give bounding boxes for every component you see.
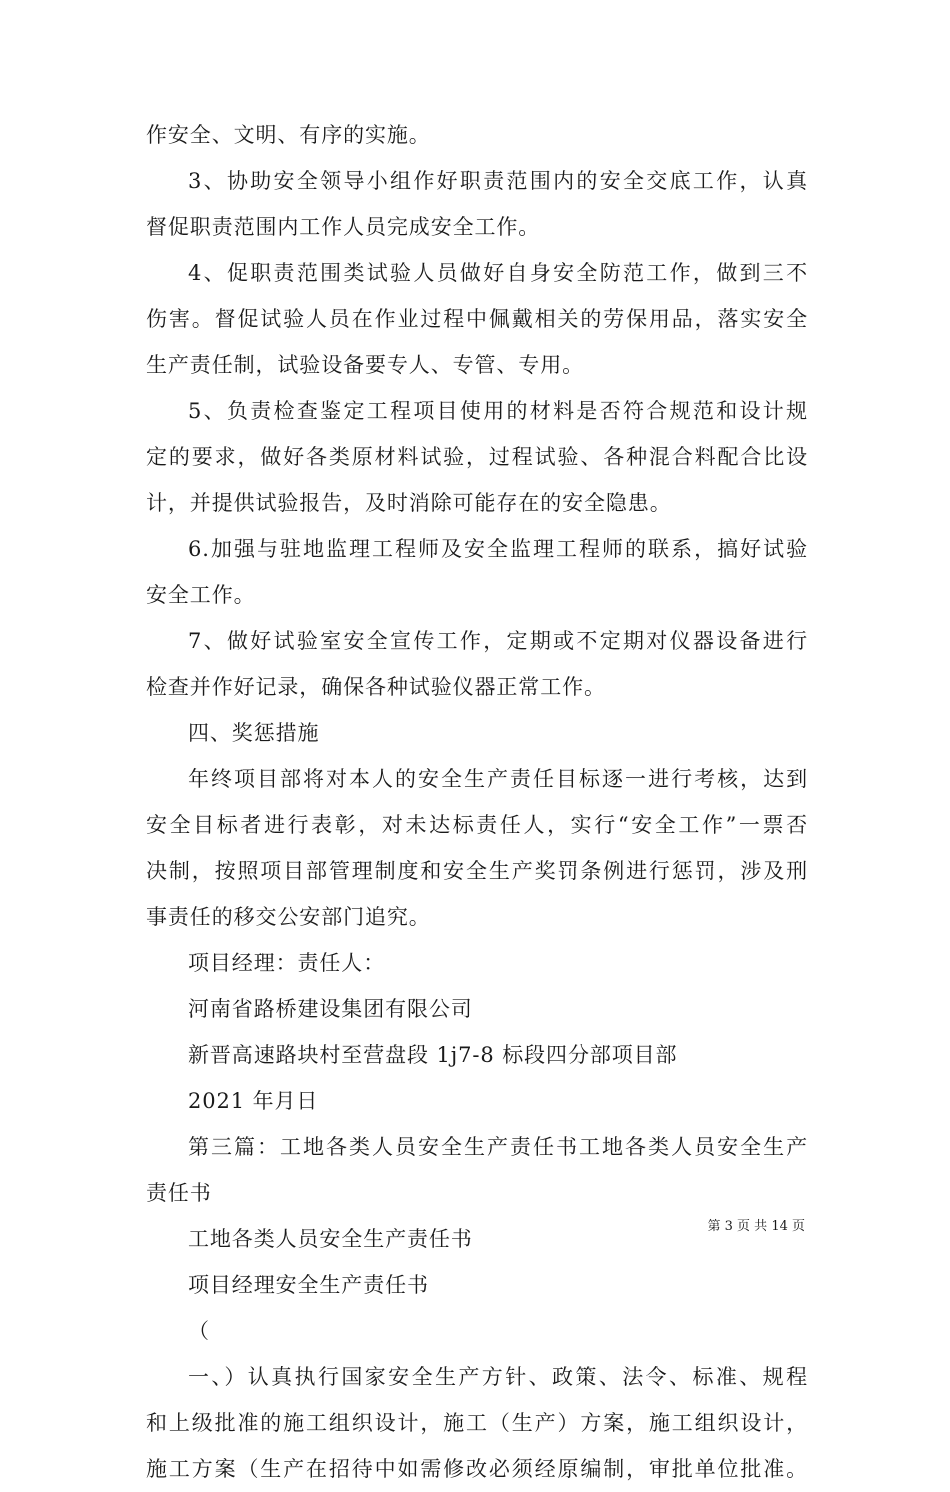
- document-body: [146, 112, 808, 1492]
- text-line: 检查并作好记录，确保各种试验仪器正常工作。: [146, 675, 606, 699]
- text-line: 事责任的移交公安部门追究。: [146, 905, 431, 929]
- text-line: 计，并提供试验报告，及时消除可能存在的安全隐患。: [146, 491, 672, 515]
- section-heading: 四、奖惩措施: [188, 721, 320, 745]
- project-department: 新晋高速路块村至营盘段 1j7-8 标段四分部项目部: [188, 1043, 678, 1067]
- text-line: 5、负责检查鉴定工程项目使用的材料是否符合规范和设计规: [188, 399, 808, 423]
- signature-line: 项目经理：责任人：: [188, 951, 386, 975]
- text-line: 年终项目部将对本人的安全生产责任目标逐一进行考核，达到: [188, 767, 808, 791]
- page-number: 第 3 页 共 14 页: [707, 1219, 805, 1234]
- text-line: 7、做好试验室安全宣传工作，定期或不定期对仪器设备进行: [188, 629, 808, 653]
- company-name: 河南省路桥建设集团有限公司: [188, 997, 473, 1021]
- text-line: 伤害。督促试验人员在作业过程中佩戴相关的劳保用品，落实安全: [146, 307, 808, 331]
- text-line: 安全目标者进行表彰，对未达标责任人，实行“安全工作”一票否: [146, 813, 808, 837]
- document-title: 工地各类人员安全生产责任书: [188, 1227, 473, 1251]
- text-line: 一、）认真执行国家安全生产方针、政策、法令、标准、规程: [188, 1365, 808, 1389]
- document-subtitle: 项目经理安全生产责任书: [188, 1273, 429, 1297]
- date-line: 2021 年月日: [188, 1089, 319, 1113]
- text-line: 安全工作。: [146, 583, 256, 607]
- text-line: 施工方案（生产在招待中如需修改必须经原编制，审批单位批准。: [146, 1457, 808, 1481]
- chapter-heading: 第三篇：工地各类人员安全生产责任书工地各类人员安全生产: [188, 1135, 808, 1159]
- text-line: 作安全、文明、有序的实施。: [146, 123, 431, 147]
- text-line: 3、协助安全领导小组作好职责范围内的安全交底工作，认真: [188, 169, 808, 193]
- text-line: 决制，按照项目部管理制度和安全生产奖罚条例进行惩罚，涉及刑: [146, 859, 808, 883]
- chapter-heading-cont: 责任书: [146, 1181, 212, 1205]
- text-line: （: [188, 1319, 210, 1343]
- text-line: 生产责任制，试验设备要专人、专管、专用。: [146, 353, 584, 377]
- text-line: 6.加强与驻地监理工程师及安全监理工程师的联系，搞好试验: [188, 537, 808, 561]
- text-line: 定的要求，做好各类原材料试验，过程试验、各种混合料配合比设: [146, 445, 808, 469]
- text-line: 督促职责范围内工作人员完成安全工作。: [146, 215, 541, 239]
- text-line: 4、促职责范围类试验人员做好自身安全防范工作，做到三不: [188, 261, 808, 285]
- text-line: 和上级批准的施工组织设计，施工（生产）方案，施工组织设计，: [146, 1411, 808, 1435]
